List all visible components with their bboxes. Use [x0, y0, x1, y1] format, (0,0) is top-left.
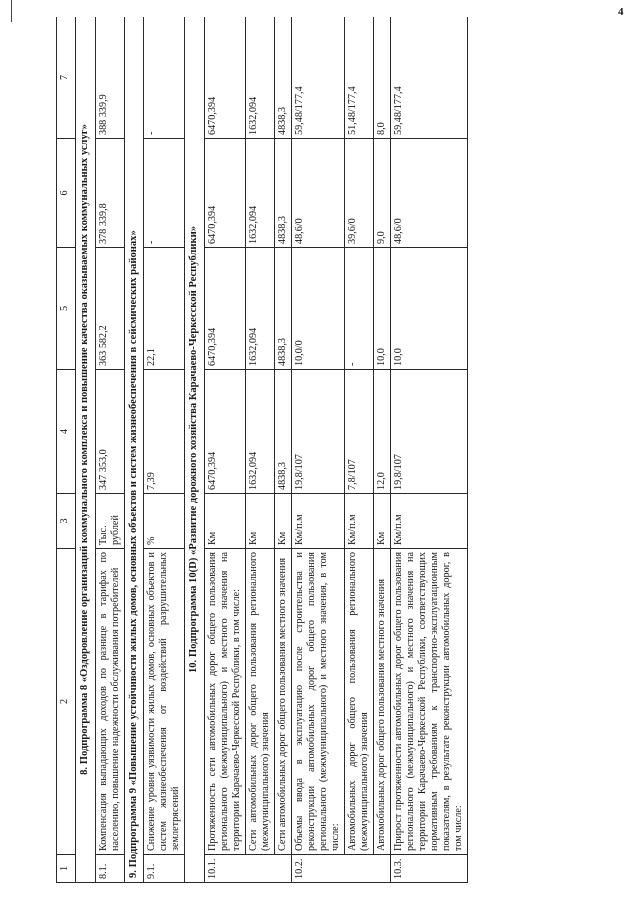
section-row — [185, 17, 205, 883]
value-col-7: - — [144, 17, 185, 139]
value-col-5: 10,0/0 — [291, 248, 344, 370]
unit-cell: Км — [245, 494, 274, 549]
value-col-7: 8,0 — [374, 17, 391, 139]
header-cell-4: 4 — [57, 370, 76, 494]
value-col-5: 1632,094 — [245, 248, 274, 370]
table-row — [95, 17, 124, 883]
value-col-4: 19,8/107 — [391, 370, 468, 494]
header-cell-3: 3 — [57, 494, 76, 549]
value-col-7: 51,48/177,4 — [344, 17, 373, 139]
unit-cell: % — [144, 494, 185, 549]
indicator-name: Автомобильных дорог общего пользования регионального (межмуниципального) значения — [344, 549, 373, 855]
header-cell-1: 1 — [57, 855, 76, 883]
value-col-4: 7,39 — [144, 370, 185, 494]
value-col-5: 4838,3 — [274, 248, 291, 370]
table-subrow — [245, 17, 274, 883]
value-col-6: 1632,094 — [245, 139, 274, 248]
indicator-name: Автомобильных дорог общего пользования местного значения — [374, 549, 391, 855]
row-number: 10.1. — [204, 855, 291, 883]
value-col-6: 39,6/0 — [344, 139, 373, 248]
value-col-4: 12,0 — [374, 370, 391, 494]
indicator-name: Компенсация выпадающих доходов по разнице в тарифах по населению, повышение надежности обслуживания потребителей — [95, 549, 124, 855]
row-number: 8.1. — [95, 855, 124, 883]
table-row — [391, 17, 468, 883]
indicator-name: Сети автомобильных дорог общего пользования местного значения — [274, 549, 291, 855]
value-col-4: 347 353,0 — [95, 370, 124, 494]
unit-cell: Км/п.м — [344, 494, 373, 549]
section-row — [76, 17, 96, 883]
page-number: 4 — [618, 6, 624, 18]
indicator-name: Прирост протяженности автомобильных дорог общего пользования регионального (межмуниципального) и местного значения на территории Карачаево-Черкесской Республики, соответствующих нормативным требованиям к транспортно-эксплуатационным показателям, в результате реконструкции автомобильных дорог, в том числе: — [391, 549, 468, 855]
table-row — [144, 17, 185, 883]
section-title: 9. Подпрограмма 9 «Повышение устойчивости жилых домов, основных объектов и систем жизнеобеспечения в сейсмических районах» — [124, 17, 144, 883]
unit-cell: Км — [204, 494, 245, 549]
value-col-6: - — [144, 139, 185, 248]
table-row — [204, 17, 245, 883]
value-col-5: 6470,394 — [204, 248, 245, 370]
header-row — [57, 17, 76, 883]
unit-cell: Тыс. рублей — [95, 494, 124, 549]
table-subrow — [374, 17, 391, 883]
value-col-6: 6470,394 — [204, 139, 245, 248]
row-number: 9.1. — [144, 855, 185, 883]
value-col-6: 48,6/0 — [391, 139, 468, 248]
value-col-6: 9,0 — [374, 139, 391, 248]
header-cell-2: 2 — [57, 549, 76, 855]
value-col-7: 388 339,9 — [95, 17, 124, 139]
value-col-4: 4838,3 — [274, 370, 291, 494]
table-subrow — [274, 17, 291, 883]
header-cell-5: 5 — [57, 248, 76, 370]
value-col-5: 10,0 — [391, 248, 468, 370]
value-col-5: 363 582,2 — [95, 248, 124, 370]
value-col-4: 6470,394 — [204, 370, 245, 494]
value-col-7: 4838,3 — [274, 17, 291, 139]
table-row — [291, 17, 344, 883]
value-col-5: 10,0 — [374, 248, 391, 370]
value-col-4: 19,8/107 — [291, 370, 344, 494]
indicator-name: Сети автомобильных дорог общего пользования регионального (межмуниципального) значения — [245, 549, 274, 855]
value-col-6: 378 339,8 — [95, 139, 124, 248]
value-col-7: 6470,394 — [204, 17, 245, 139]
indicator-name: Объемы ввода в эксплуатацию после строительства и реконструкции автомобильных дорог общего пользования регионального (межмуниципального) и местного значения, в том числе: — [291, 549, 344, 855]
indicators-table — [56, 17, 468, 883]
binding-margin-line — [11, 0, 12, 22]
value-col-5: 22,1 — [144, 248, 185, 370]
value-col-7: 59,48/177,4 — [391, 17, 468, 139]
unit-cell: Км/п.м — [291, 494, 344, 549]
row-number: 10.2. — [291, 855, 390, 883]
value-col-7: 59,48/177,4 — [291, 17, 344, 139]
value-col-7: 1632,094 — [245, 17, 274, 139]
unit-cell: Км/п.м — [391, 494, 468, 549]
row-number: 10.3. — [391, 855, 468, 883]
header-cell-7: 7 — [57, 17, 76, 139]
unit-cell: Км — [274, 494, 291, 549]
value-col-5: - — [344, 248, 373, 370]
indicator-name: Снижение уровня уязвимости жилых домов, основных объектов и систем жизнеобеспечения от воздействий разрушительных землетрясений — [144, 549, 185, 855]
section-row — [124, 17, 144, 883]
table-subrow — [344, 17, 373, 883]
value-col-6: 48,6/0 — [291, 139, 344, 248]
value-col-4: 1632,094 — [245, 370, 274, 494]
header-cell-6: 6 — [57, 139, 76, 248]
value-col-6: 4838,3 — [274, 139, 291, 248]
section-title: 8. Подпрограмма 8 «Оздоровление организаций коммунального комплекса и повышение качества оказываемых коммунальных услуг» — [76, 17, 96, 883]
rotated-table-content — [56, 17, 584, 883]
value-col-4: 7,8/107 — [344, 370, 373, 494]
unit-cell: Км — [374, 494, 391, 549]
rotated-table-viewport — [56, 17, 584, 883]
section-title: 10. Подпрограмма 10(D) «Развитие дорожного хозяйства Карачаево-Черкесской Республики» — [185, 17, 205, 883]
indicator-name: Протяженность сети автомобильных дорог общего пользования регионального (межмуниципального) и местного значения на территории Карачаево-Черкесской Республики, в том числе: — [204, 549, 245, 855]
